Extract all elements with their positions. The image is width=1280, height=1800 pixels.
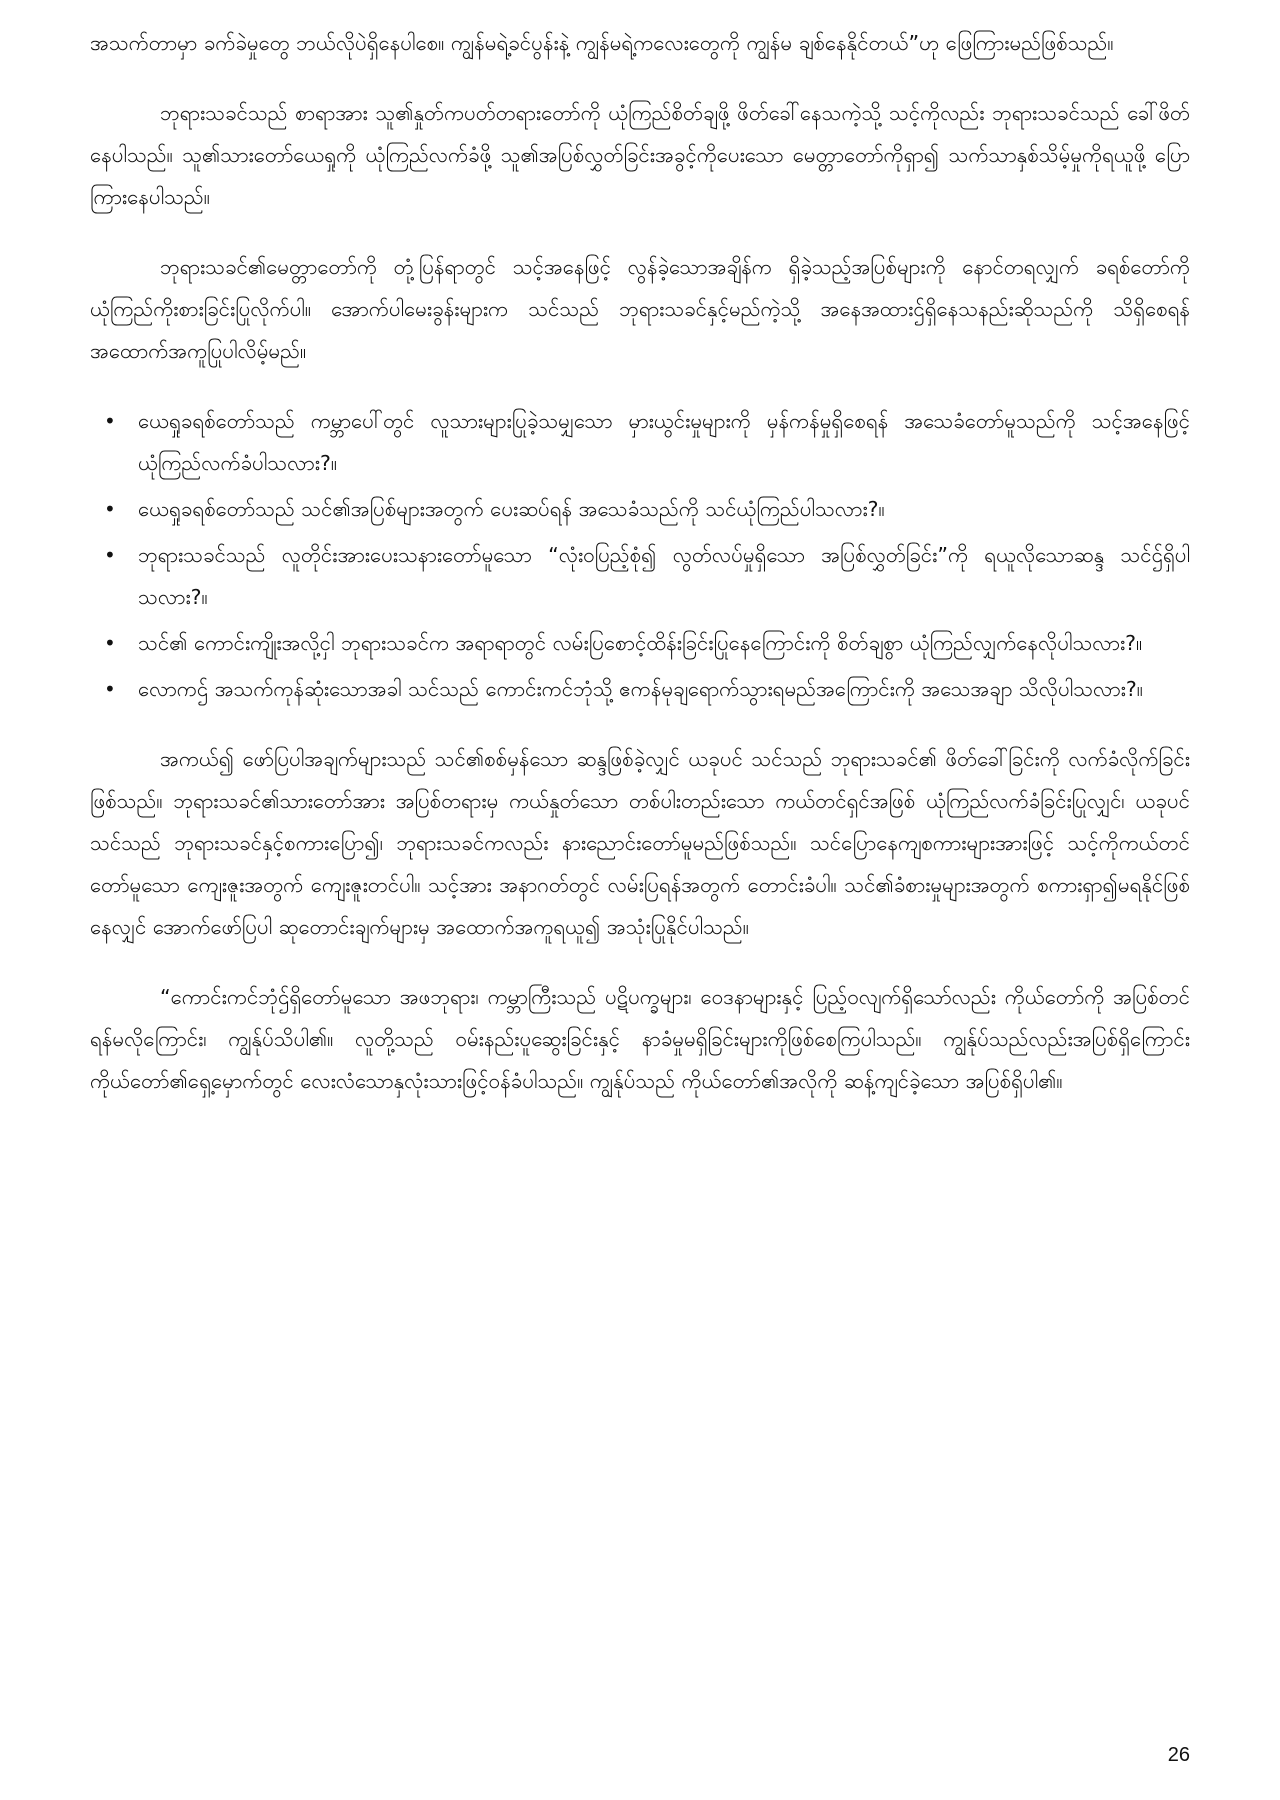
document-page bbox=[90, 22, 1190, 1130]
bullet-icon: • bbox=[104, 497, 116, 521]
list-item bbox=[104, 534, 1190, 618]
question-text: သင်၏ ကောင်းကျိုးအလို့ငှါ ဘုရားသခင်က အရာရာတွင် လမ်းပြစောင့်ထိန်းခြင်းပြုနေကြောင်းကို စိတ်ချစွာ ယုံကြည်လျှက်နေလိုပါသလား?။ bbox=[138, 631, 1143, 655]
question-list bbox=[90, 400, 1190, 710]
list-item bbox=[104, 488, 1190, 530]
list-item bbox=[104, 622, 1190, 664]
page-number: 26 bbox=[1167, 1744, 1190, 1766]
list-item bbox=[104, 400, 1190, 484]
paragraph-invitation: ဘုရားသခင်သည် စာရာအား သူ၏နှုတ်ကပတ်တရားတော်ကို ယုံကြည်စိတ်ချဖို့ ဖိတ်ခေါ်နေသကဲ့သို့ သင့်ကိုလည်း ဘုရားသခင်သည် ခေါ်ဖိတ်နေပါသည်။ သူ၏သားတော်ယေရှုကို ယုံကြည်လက်ခံဖို့ သူ၏အပြစ်လွှတ်ခြင်းအခွင့်ကိုပေးသော မေတ္တာတော်ကိုရှာ၍ သက်သာနှစ်သိမ့်မှုကိုရယူဖို့ ပြောကြားနေပါသည်။ bbox=[90, 101, 1190, 209]
question-text: လောကဌ် အသက်ကုန်ဆုံးသောအခါ သင်သည် ကောင်းကင်ဘုံသို့ ဧကန်မုချရောက်သွားရမည်အကြောင်းကို အသေအချာ သိလိုပါသလား?။ bbox=[138, 677, 1143, 701]
bullet-icon: • bbox=[104, 677, 116, 701]
question-text: ယေရှုခရစ်တော်သည် သင်၏အပြစ်များအတွက် ပေးဆပ်ရန် အသေခံသည်ကို သင်ယုံကြည်ပါသလား?။ bbox=[138, 497, 885, 521]
paragraph-prayer: “ကောင်းကင်ဘုံဌ်ရှိတော်မူသော အဖဘုရား၊ ကမ္ဘာကြီးသည် ပဋိပက္ခများ၊ ဝေဒနာများနှင့် ပြည့်ဝလျက်ရှိသော်လည်း ကိုယ်တော်ကို အပြစ်တင်ရန်မလိုကြောင်း၊ ကျွန်ုပ်သိပါ၏။ လူတို့သည် ဝမ်းနည်းပူဆွေးခြင်းနှင့် နာခံမှုမရှိခြင်းများကိုဖြစ်စေကြပါသည်။ ကျွန်ုပ်သည်လည်းအပြစ်ရှိကြောင်း ကိုယ်တော်၏ရှေ့မှောက်တွင် လေးလံသောနှလုံးသားဖြင့်ဝန်ခံပါသည်။ ကျွန်ုပ်သည် ကိုယ်တော်၏အလိုကို ဆန့်ကျင်ခဲ့သော အပြစ်ရှိပါ၏။ bbox=[90, 985, 1190, 1093]
bullet-icon: • bbox=[104, 631, 116, 655]
bullet-icon: • bbox=[104, 543, 116, 567]
list-item bbox=[104, 668, 1190, 710]
bullet-icon: • bbox=[104, 409, 116, 433]
paragraph-response: ဘုရားသခင်၏မေတ္တာတော်ကို တုံ့ပြန်ရာတွင် သင့်အနေဖြင့် လွန်ခဲ့သောအချိန်က ရှိခဲ့သည့်အပြစ်များကို နောင်တရလျှက် ခရစ်တော်ကိုယုံကြည်ကိုးစားခြင်းပြုလိုက်ပါ။ အောက်ပါမေးခွန်းများက သင်သည် ဘုရားသခင်နှင့်မည်ကဲ့သို့ အနေအထားဌ်ရှိနေသနည်းဆိုသည်ကို သိရှိစေရန် အထောက်အကူပြုပါလိမ့်မည်။ bbox=[90, 255, 1190, 363]
question-text: ယေရှုခရစ်တော်သည် ကမ္ဘာပေါ်တွင် လူသားများပြုခဲ့သမျှသော မှားယွင်းမှုများကို မှန်ကန်မှုရှိစေရန် အသေခံတော်မူသည်ကို သင့်အနေဖြင့် ယုံကြည်လက်ခံပါသလား?။ bbox=[138, 409, 1190, 475]
paragraph-continuation: အသက်တာမှာ ခက်ခဲမှုတွေ ဘယ်လိုပဲရှိနေပါစေ။ ကျွန်မရဲ့ခင်ပွန်းနဲ့ ကျွန်မရဲ့ကလေးတွေကို ကျွန်မ ချစ်နေနိုင်တယ်”ဟု ဖြေကြားမည်ဖြစ်သည်။ bbox=[90, 31, 1114, 55]
paragraph-acceptance: အကယ်၍ ဖော်ပြပါအချက်များသည် သင်၏စစ်မှန်သော ဆန္ဒဖြစ်ခဲ့လျှင် ယခုပင် သင်သည် ဘုရားသခင်၏ ဖိတ်ခေါ်ခြင်းကို လက်ခံလိုက်ခြင်းဖြစ်သည်။ ဘုရားသခင်၏သားတော်အား အပြစ်တရားမှ ကယ်နှုတ်သော တစ်ပါးတည်းသော ကယ်တင်ရှင်အဖြစ် ယုံကြည်လက်ခံခြင်းပြုလျှင်၊ ယခုပင် သင်သည် ဘုရားသခင်နှင့်စကားပြော၍၊ ဘုရားသခင်ကလည်း နားညောင်းတော်မူမည်ဖြစ်သည်။ သင်ပြောနေကျစကားများအားဖြင့် သင့်ကိုကယ်တင်တော်မူသော ကျေးဇူးအတွက် ကျေးဇူးတင်ပါ။ သင့်အား အနာဂတ်တွင် လမ်းပြရန်အတွက် တောင်းခံပါ။ သင်၏ခံစားမှုများအတွက် စကားရှာ၍မရနိုင်ဖြစ်နေလျှင် အောက်ဖော်ပြပါ ဆုတောင်းချက်များမှ အထောက်အကူရယူ၍ အသုံးပြုနိုင်ပါသည်။ bbox=[90, 747, 1190, 939]
question-text: ဘုရားသခင်သည် လူတိုင်းအားပေးသနားတော်မူသော “လုံးဝပြည့်စုံ၍ လွတ်လပ်မှုရှိသော အပြစ်လွှတ်ခြင်း”ကို ရယူလိုသောဆန္ဒ သင်ဌ်ရှိပါသလား?။ bbox=[138, 543, 1190, 609]
